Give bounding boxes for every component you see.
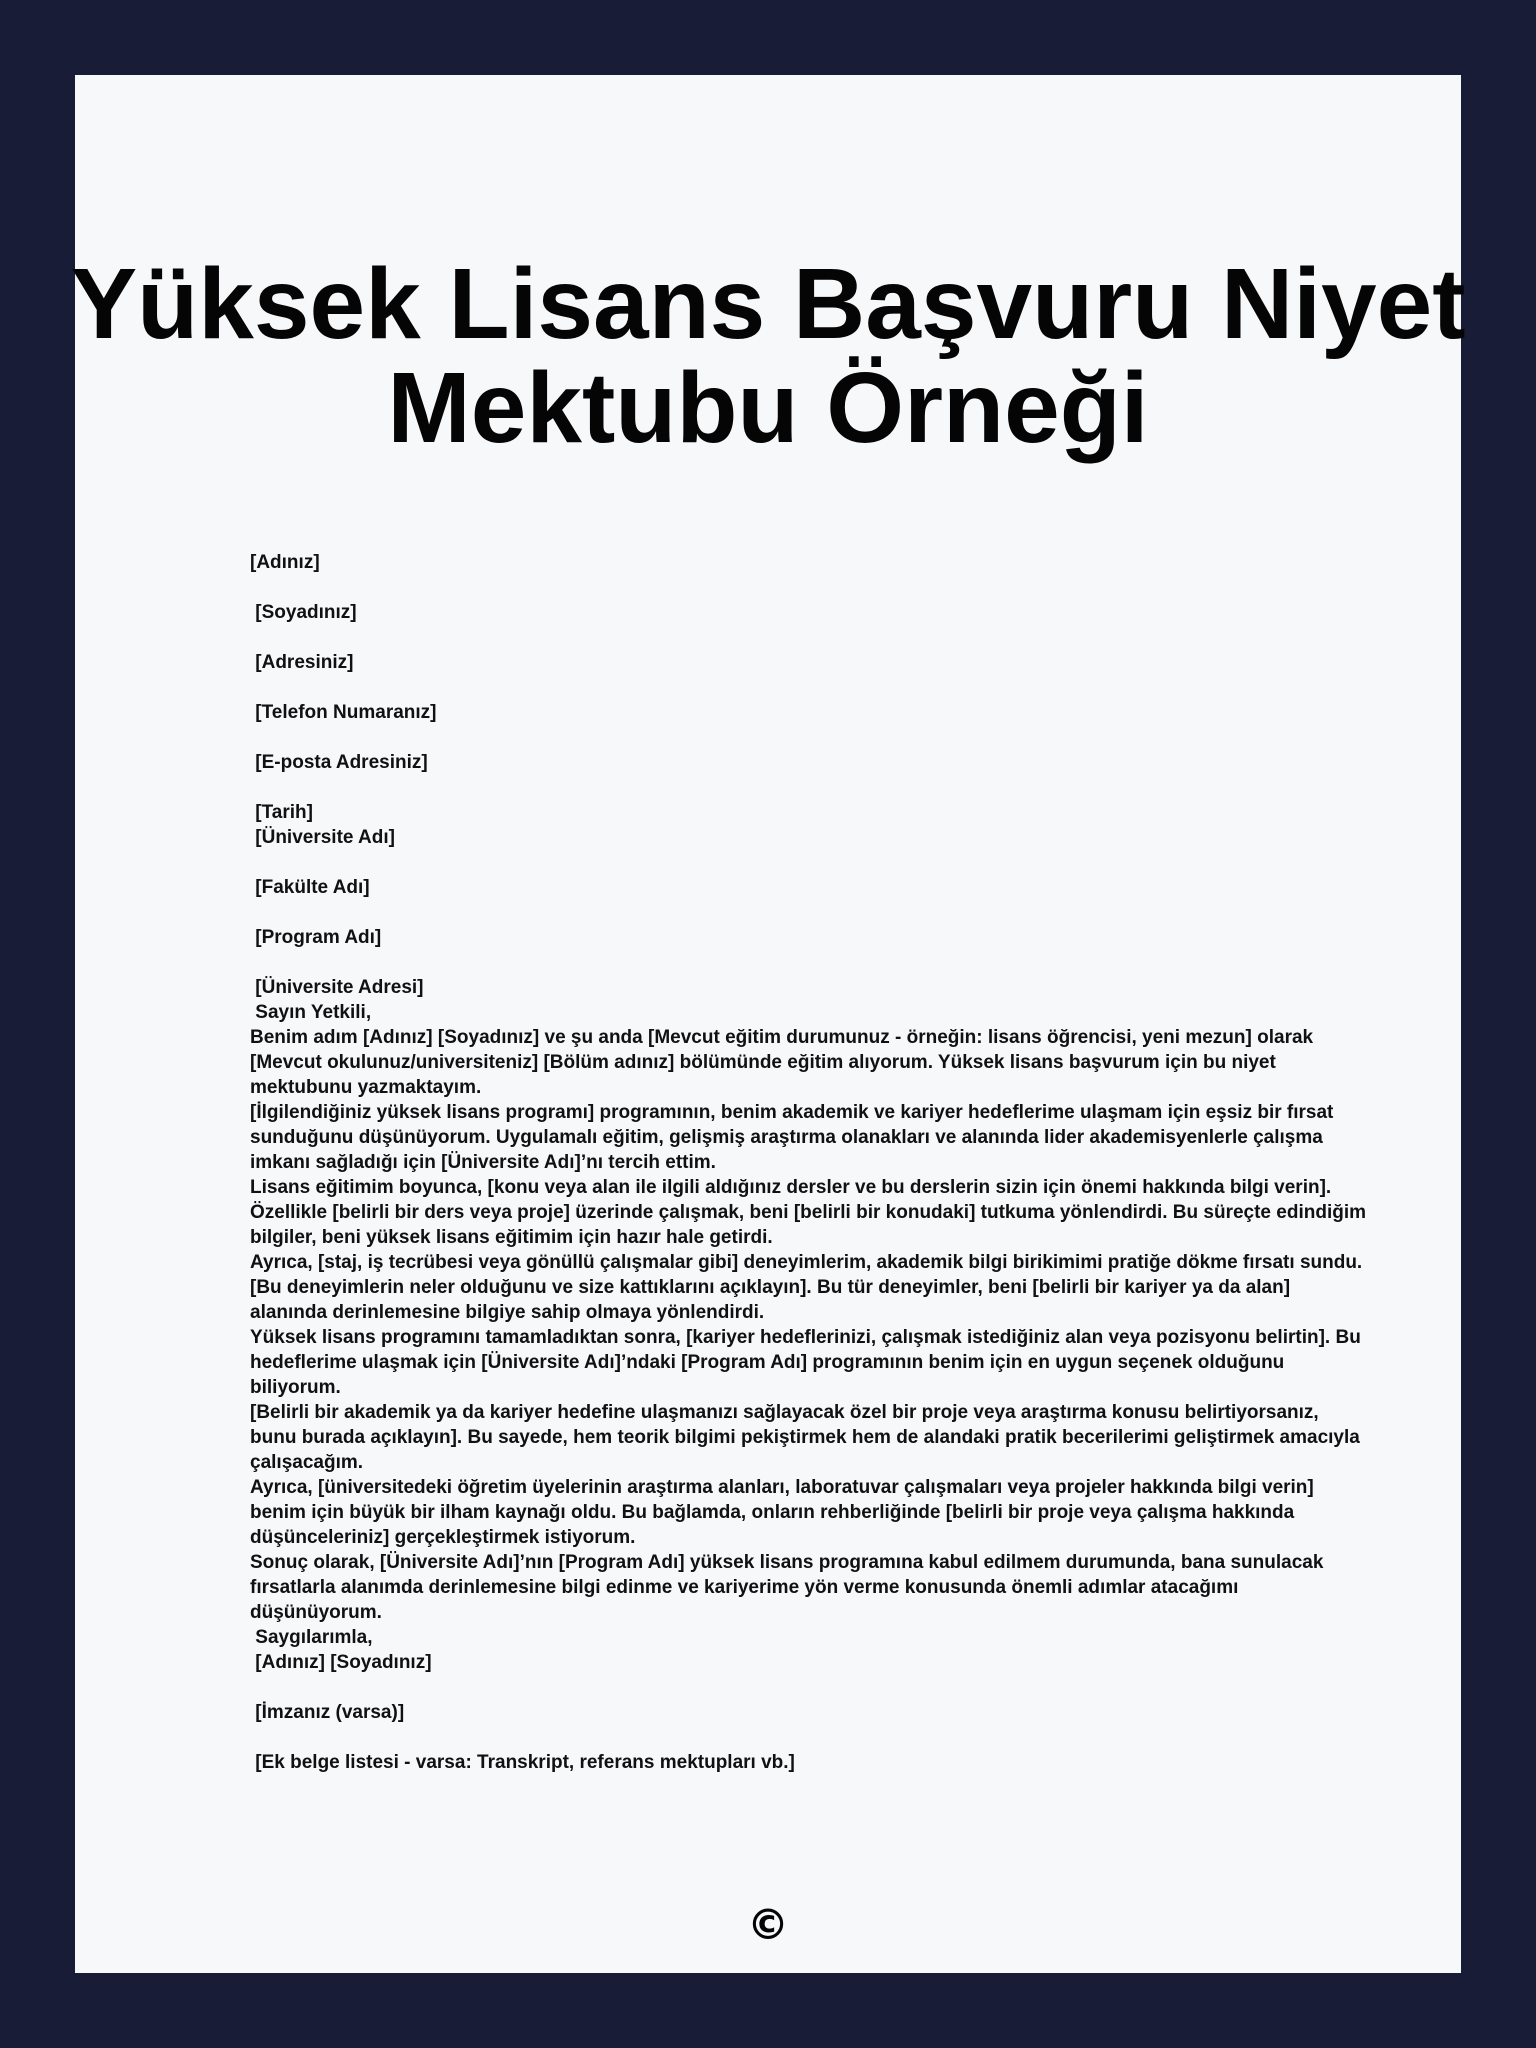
document-title: Yüksek Lisans Başvuru Niyet Mektubu Örneği [70,248,1466,464]
sender-address: [Adresiniz] [250,652,354,673]
blank-line [250,1675,1370,1700]
body-paragraph: Benim adım [Adınız] [Soyadınız] ve şu anda [Mevcut eğitim durumunuz - örneğin: lisans öğrencisi, yeni mezun] olarak [Mevcut okulunuz/universiteniz] [Bölüm adınız] bölümünde eğitim alıyorum. Yüksek lisans başvurum için bu niyet mektubunu yazmaktayım. [250,1027,1314,1098]
recipient-faculty: [Fakülte Adı] [250,877,370,898]
body-paragraph: Yüksek lisans programını tamamladıktan sonra, [kariyer hedeflerinizi, çalışmak istediğiniz alan veya pozisyonu belirtin]. Bu hedeflerime ulaşmak için [Üniversite Adı]’ndaki [Program Adı] programının benim için en uygun seçenek olduğunu biliyorum. [250,1327,1361,1398]
signature-name: [Adınız] [Soyadınız] [250,1652,432,1673]
blank-line [250,950,1370,975]
blank-line [250,675,1370,700]
body-paragraph: Sonuç olarak, [Üniversite Adı]’nın [Program Adı] yüksek lisans programına kabul edilmem durumunda, bana sunulacak fırsatlarla alanımda derinlemesine bilgi edinme ve kariyerime yön verme konusunda önemli adımlar atacağımı düşünüyorum. [250,1552,1324,1623]
letter-body [250,550,1370,1775]
body-paragraph: Ayrıca, [üniversitedeki öğretim üyelerinin araştırma alanları, laboratuvar çalışmaları veya projeler hakkında bilgi verin] benim için büyük bir ilham kaynağı oldu. Bu bağlamda, onların rehberliğinde [belirli bir proje veya çalışma hakkında düşünceleriniz] gerçekleştirmek istiyorum. [250,1477,1314,1548]
closing: Saygılarımla, [250,1627,373,1648]
blank-line [250,625,1370,650]
attachments-list: [Ek belge listesi - varsa: Transkript, referans mektupları vb.] [250,1752,795,1773]
body-paragraph: Ayrıca, [staj, iş tecrübesi veya gönüllü çalışmalar gibi] deneyimlerim, akademik bilgi birikimimi pratiğe dökme fırsatı sundu. [Bu deneyimlerin neler olduğunu ve size kattıklarını açıklayın]. Bu tür deneyimler, beni [belirli bir kariyer ya da alan] alanında derinlemesine bilgiye sahip olmaya yönlendirdi. [250,1252,1363,1323]
letter-date: [Tarih] [250,802,313,823]
sender-surname: [Soyadınız] [250,602,357,623]
blank-line [250,725,1370,750]
recipient-university: [Üniversite Adı] [250,827,395,848]
blank-line [250,900,1370,925]
sender-email: [E-posta Adresiniz] [250,752,428,773]
body-paragraph: [Belirli bir akademik ya da kariyer hedefine ulaşmanızı sağlayacak özel bir proje veya araştırma konusu belirtiyorsanız, bunu burada açıklayın]. Bu sayede, hem teorik bilgimi pekiştirmek hem de alandaki pratik becerilerimi geliştirmek amacıyla çalışacağım. [250,1402,1360,1473]
body-paragraph: [İlgilendiğiniz yüksek lisans programı] programının, benim akademik ve kariyer hedeflerime ulaşmam için eşsiz bir fırsat sunduğunu düşünüyorum. Uygulamalı eğitim, gelişmiş araştırma olanakları ve alanında lider akademisyenlerle çalışma imkanı sağladığı için [Üniversite Adı]’nı tercih ettim. [250,1102,1334,1173]
body-paragraph: Lisans eğitimim boyunca, [konu veya alan ile ilgili aldığınız dersler ve bu derslerin sizin için önemi hakkında bilgi verin]. Özellikle [belirli bir ders veya proje] üzerinde çalışmak, beni [belirli bir konudaki] tutkuma yönlendirdi. Bu süreçte edindiğim bilgiler, beni yüksek lisans eğitimim için hazır hale getirdi. [250,1177,1366,1248]
blank-line [250,850,1370,875]
sender-name: [Adınız] [250,552,320,573]
recipient-program: [Program Adı] [250,927,382,948]
recipient-address: [Üniversite Adresi] [250,977,424,998]
blank-line [250,575,1370,600]
blank-line [250,1725,1370,1750]
blank-line [250,775,1370,800]
salutation: Sayın Yetkili, [250,1002,372,1023]
sender-phone: [Telefon Numaranız] [250,702,437,723]
copyright-icon: © [747,1900,789,1949]
document-page [70,75,1466,1973]
signature: [İmzanız (varsa)] [250,1702,405,1723]
